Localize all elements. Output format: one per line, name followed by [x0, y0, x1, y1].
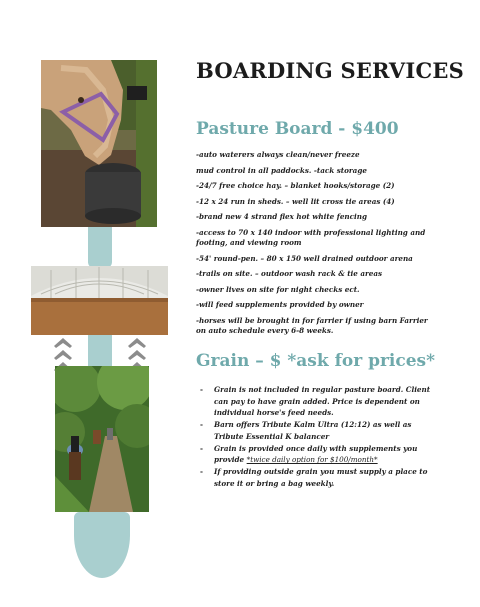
grain-heading: Grain – $ *ask for prices* [196, 351, 436, 371]
list-item: - If providing outside grain you must supply a place to store it or bring a bag weekly. [200, 467, 428, 488]
pasture-board-heading: Pasture Board - $400 [196, 119, 399, 139]
indoor-arena-photo [31, 266, 168, 335]
grain-info-list [196, 384, 432, 490]
list-item: -24/7 free choice hay. – blanket hooks/storage (2) [196, 181, 395, 191]
trail-riding-photo [55, 366, 149, 512]
list-item-text: Grain is not included in regular pasture board. Client can pay to have grain added. Price is dependent on individual horse's feed needs. [214, 385, 431, 417]
page-title: BOARDING SERVICES [196, 58, 464, 83]
list-item: -12 x 24 run in sheds. – well lit cross tie areas (4) [196, 196, 395, 206]
horse-feeder-photo [41, 60, 157, 227]
list-item: -will feed supplements provided by owner [196, 300, 364, 310]
decorative-stem-middle [88, 330, 112, 370]
list-item: -54' round-pen. – 80 x 150 well drained outdoor arena [196, 253, 413, 263]
decorative-paddle [74, 512, 130, 578]
list-item: -trails on site. – outdoor wash rack & tie areas [196, 269, 383, 279]
list-item: - Grain is not included in regular pasture board. Client can pay to have grain added. Price is dependent on individual horse's feed needs. [200, 385, 431, 417]
list-item: -brand new 4 strand flex hot white fencing [196, 212, 367, 222]
decorative-stem-top [88, 224, 112, 268]
list-item: -access to 70 x 140 indoor with professional lighting and footing, and viewing room [196, 227, 426, 247]
list-item: - Grain is provided once daily with supplements you provide *twice daily option for $100/month* [200, 443, 418, 465]
list-item-text: Barn offers Tribute Kalm Ultra (12:12) as well as Tribute Essential K balancer [214, 420, 412, 441]
list-item: -horses will be brought in for farrier if using barn Farrier on auto schedule every 6-8 weeks. [196, 315, 428, 335]
list-item: - Barn offers Tribute Kalm Ultra (12:12) as well as Tribute Essential K balancer [200, 420, 412, 441]
list-item-text: If providing outside grain you must supply a place to store it or bring a bag weekly. [214, 467, 428, 488]
list-item: mud control in all paddocks. -tack storage [196, 165, 367, 175]
list-item: -owner lives on site for night checks ect. [196, 284, 360, 294]
list-item-text: Grain is provided once daily with supplements you provide [214, 443, 418, 465]
list-item: -auto waterers always clean/never freeze [196, 150, 360, 159]
twice-daily-option-note: *twice daily option for $100/month* [246, 455, 378, 465]
pasture-features-list [196, 150, 434, 342]
